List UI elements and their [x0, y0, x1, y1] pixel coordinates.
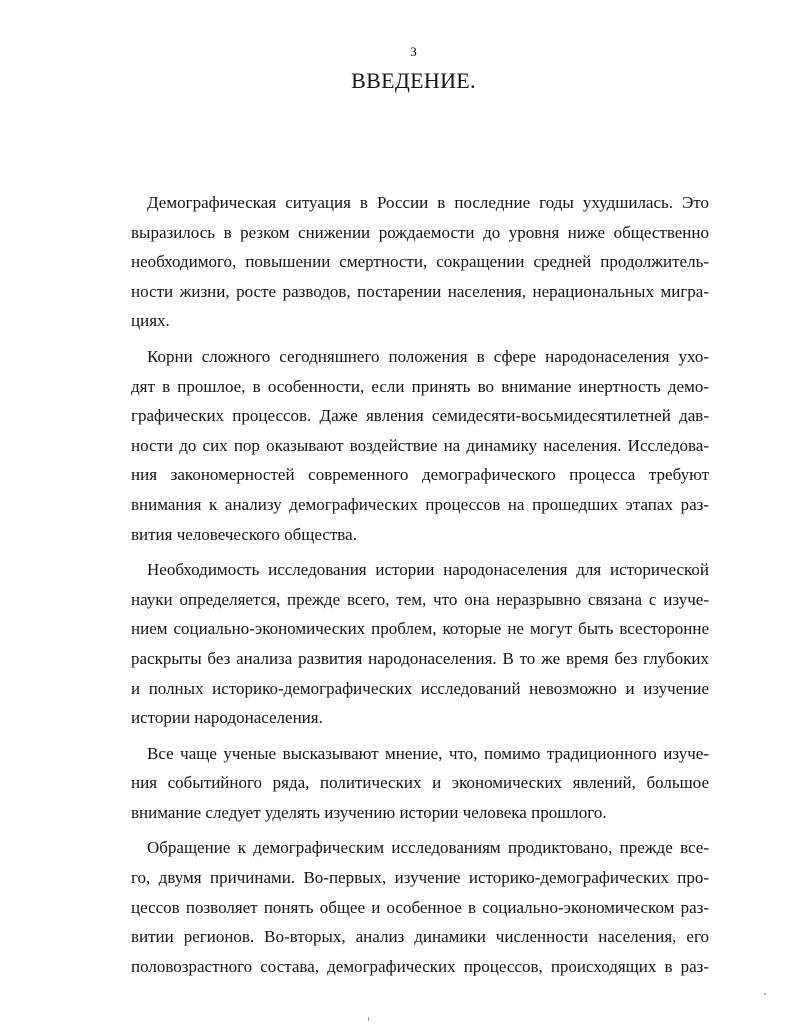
body-text [131, 188, 709, 987]
text-line: раскрыты без анализа развития народонаселения. В то же время без глубоких [131, 648, 709, 668]
text-line: ния событийного ряда, политических и экономических явлений, большое [131, 773, 709, 793]
text-line: Все чаще ученые высказывают мнение, что, помимо традиционного изуче- [147, 743, 709, 763]
text-line: графических процессов. Даже явления семидесяти-восьмидесятилетней дав- [131, 406, 709, 426]
paragraph-5 [131, 833, 709, 981]
text-line: дят в прошлое, в особенности, если принять во внимание инертность демо- [131, 376, 709, 396]
text-line: го, двумя причинами. Во-первых, изучение историко-демографических про- [131, 868, 709, 888]
scan-speck [368, 1017, 369, 1021]
paragraph-4 [131, 739, 709, 828]
text-line: внимания к анализу демографических процессов на прошедших этапах раз- [131, 494, 709, 514]
text-line: вития человеческого общества. [131, 524, 357, 544]
text-line: ния закономерностей современного демографического процесса требуют [131, 465, 709, 485]
text-line: Необходимость исследования истории народонаселения для исторической [147, 560, 709, 580]
paragraph-2 [131, 342, 709, 549]
text-line: циях. [131, 311, 170, 331]
paragraph-1 [131, 188, 709, 336]
text-line: ности жизни, росте разводов, постарении населения, нерациональных мигра- [131, 281, 709, 301]
text-line: науки определяется, прежде всего, тем, что она неразрывно связана с изуче- [131, 589, 709, 609]
paragraph-3 [131, 555, 709, 733]
text-line: нием социально-экономических проблем, которые не могут быть всесторонне [131, 619, 709, 639]
text-line: ности до сих пор оказывают воздействие на динамику населения. Исследова- [131, 435, 709, 455]
text-line: и полных историко-демографических исследований невозможно и изучение [131, 678, 709, 698]
page-number: 3 [410, 44, 417, 59]
text-line: витии регионов. Во-вторых, анализ динамики численности населения, его [131, 927, 709, 947]
text-line: внимание следует уделять изучению истории человека прошлого. [131, 802, 607, 822]
text-line: Обращение к демографическим исследованиям продиктовано, прежде все- [147, 838, 709, 858]
text-line: половозрастного состава, демографических процессов, происходящих в раз- [131, 956, 709, 976]
text-line: цессов позволяет понять общее и особенное в социально-экономическом раз- [131, 897, 709, 917]
text-line: выразилось в резком снижении рождаемости до уровня ниже общественно [131, 222, 709, 242]
text-line: Корни сложного сегодняшнего положения в сфере народонаселения ухо- [147, 346, 709, 366]
scan-speck [764, 993, 766, 995]
section-title: ВВЕДЕНИЕ. [351, 68, 476, 93]
text-line: необходимого, повышении смертности, сокращении средней продолжитель- [131, 252, 709, 272]
text-line: Демографическая ситуация в России в последние годы ухудшилась. Это [147, 193, 709, 212]
text-line: истории народонаселения. [131, 708, 323, 728]
